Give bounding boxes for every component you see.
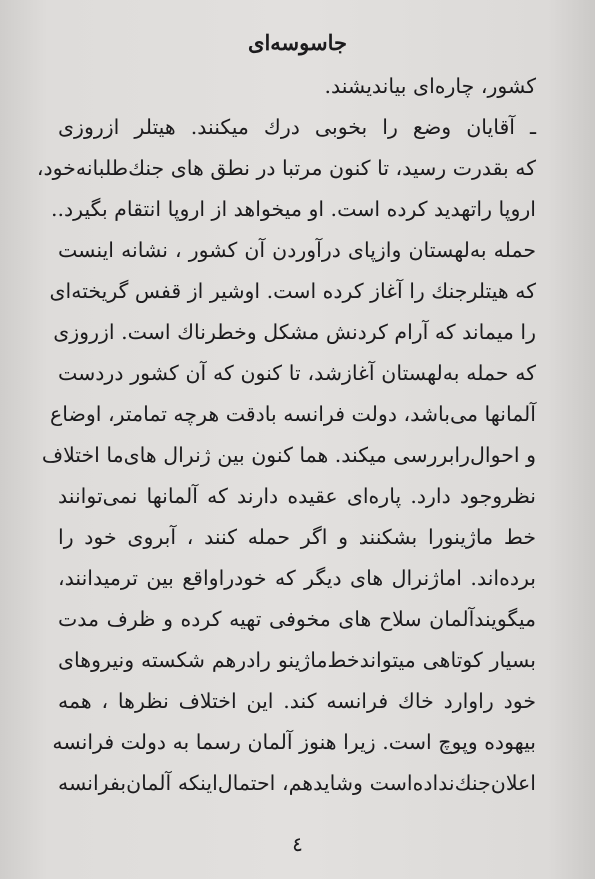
page-number: ٤ <box>292 832 303 856</box>
body-text <box>36 66 536 804</box>
text-line: که بقدرت رسید، تا کنون مرتبا در نطق های جنك‌طلبانه‌خود، <box>36 156 536 180</box>
text-line: اعلان‌جنك‌نداده‌است وشایدهم، احتمال‌اینکه آلمان‌بفرانسه <box>58 771 536 795</box>
text-line: ـ آقایان وضع را بخوبی درك میکنند. هیتلر ازروزی <box>58 115 536 139</box>
text-line: بیهوده وپوچ است. زیرا هنوز آلمان رسما به دولت فرانسه <box>52 730 536 754</box>
text-line: که هیتلرجنك را آغاز کرده است. اوشیر از قفس گریخته‌ای <box>49 279 536 303</box>
text-line: برده‌اند. اماژنرال های دیگر که خودراواقع بین ترمیدانند، <box>58 566 536 590</box>
text-line: بسیار کوتاهی میتواندخط‌ماژینو رادرهم شکسته ونیروهای <box>58 648 536 672</box>
text-line: که حمله به‌لهستان آغازشد، تا کنون که آن کشور دردست <box>58 361 536 385</box>
text-line: را میماند که آرام کردنش مشکل وخطرناك است. ازروزی <box>53 320 536 344</box>
running-header-title: جاسوسه‌ای <box>248 30 347 55</box>
text-line: اروپا راتهدید کرده است. او میخواهد از اروپا انتقام بگیرد.. <box>50 197 536 221</box>
text-line: آلمانها می‌باشد، دولت فرانسه بادقت هرچه تمامتر، اوضاع <box>50 402 536 426</box>
text-line: و احوال‌رابررسی میکند. هما کنون بین ژنرال های‌ما اختلاف <box>41 443 536 467</box>
text-line: نظروجود دارد. پاره‌ای عقیده دارند که آلمانها نمی‌توانند <box>58 484 536 508</box>
text-line: حمله به‌لهستان وازپای درآوردن آن کشور ، نشانه اینست <box>58 238 536 262</box>
text-line: میگویندآلمان سلاح های مخوفی تهیه کرده و ظرف مدت <box>58 607 536 631</box>
text-line: خط ماژینورا بشکنند و اگر حمله کنند ، آبروی خود را <box>58 525 536 549</box>
text-line: کشور، چاره‌ای بیاندیشند. <box>324 74 536 98</box>
text-line: خود راوارد خاك فرانسه کند. این اختلاف نظرها ، همه <box>58 689 536 713</box>
